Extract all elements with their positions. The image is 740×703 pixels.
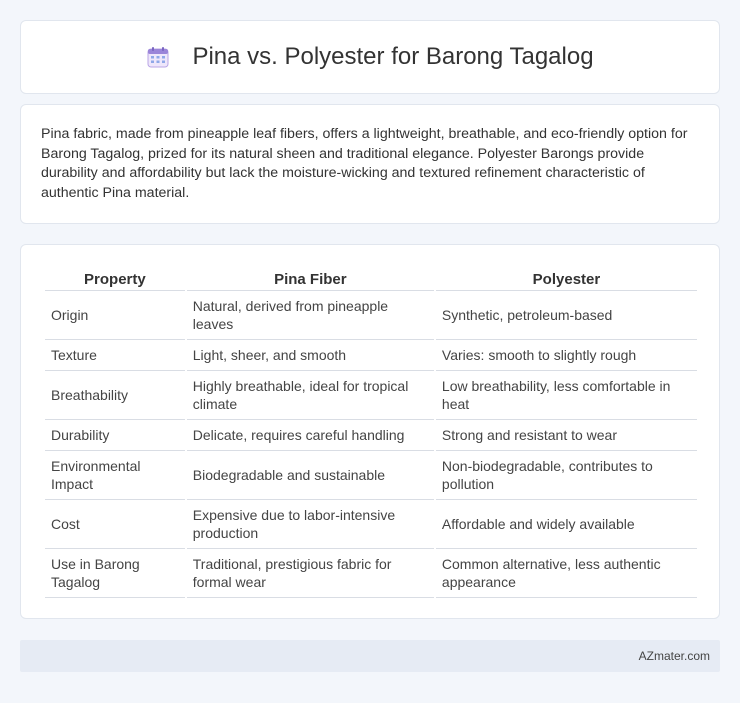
table-row [45,340,697,371]
footer-bar [20,640,720,672]
intro-text: Pina fabric, made from pineapple leaf fibers, offers a lightweight, breathable, and eco-friendly option for Barong Tagalog, prized for its natural sheen and traditional elegance. Polyester Barongs provide durability and affordability but lack the moisture-wicking and textured refinement characteristic of authentic Pina material. [41,126,688,201]
pina-cell: Traditional, prestigious fabric for formal wear [187,549,434,598]
polyester-cell: Strong and resistant to wear [436,420,697,451]
pina-cell: Expensive due to labor-intensive production [187,500,434,549]
property-cell: Breathability [45,371,185,420]
pina-cell: Natural, derived from pineapple leaves [187,291,434,340]
intro-card [20,104,720,224]
pina-cell: Delicate, requires careful handling [187,420,434,451]
property-cell: Texture [45,340,185,371]
page-title: Pina vs. Polyester for Barong Tagalog [192,43,594,70]
polyester-cell: Common alternative, less authentic appearance [436,549,697,598]
pina-cell: Biodegradable and sustainable [187,451,434,500]
column-header-pina: Pina Fiber [187,265,434,291]
property-cell: Environmental Impact [45,451,185,500]
property-cell: Use in Barong Tagalog [45,549,185,598]
table-row [45,371,697,420]
polyester-cell: Synthetic, petroleum-based [436,291,697,340]
polyester-cell: Low breathability, less comfortable in heat [436,371,697,420]
header-card [20,20,720,94]
comparison-card [20,244,720,619]
polyester-cell: Non-biodegradable, contributes to pollution [436,451,697,500]
pina-cell: Highly breathable, ideal for tropical climate [187,371,434,420]
table-row [45,420,697,451]
table-row [45,291,697,340]
table-header-row [45,265,697,291]
property-cell: Durability [45,420,185,451]
column-header-polyester: Polyester [436,265,697,291]
pina-cell: Light, sheer, and smooth [187,340,434,371]
property-cell: Cost [45,500,185,549]
comparison-table [43,265,699,598]
calendar-icon [146,45,170,69]
table-row [45,549,697,598]
footer-brand: AZmater.com [638,649,710,663]
table-row [45,451,697,500]
polyester-cell: Affordable and widely available [436,500,697,549]
polyester-cell: Varies: smooth to slightly rough [436,340,697,371]
table-row [45,500,697,549]
property-cell: Origin [45,291,185,340]
column-header-property: Property [45,265,185,291]
